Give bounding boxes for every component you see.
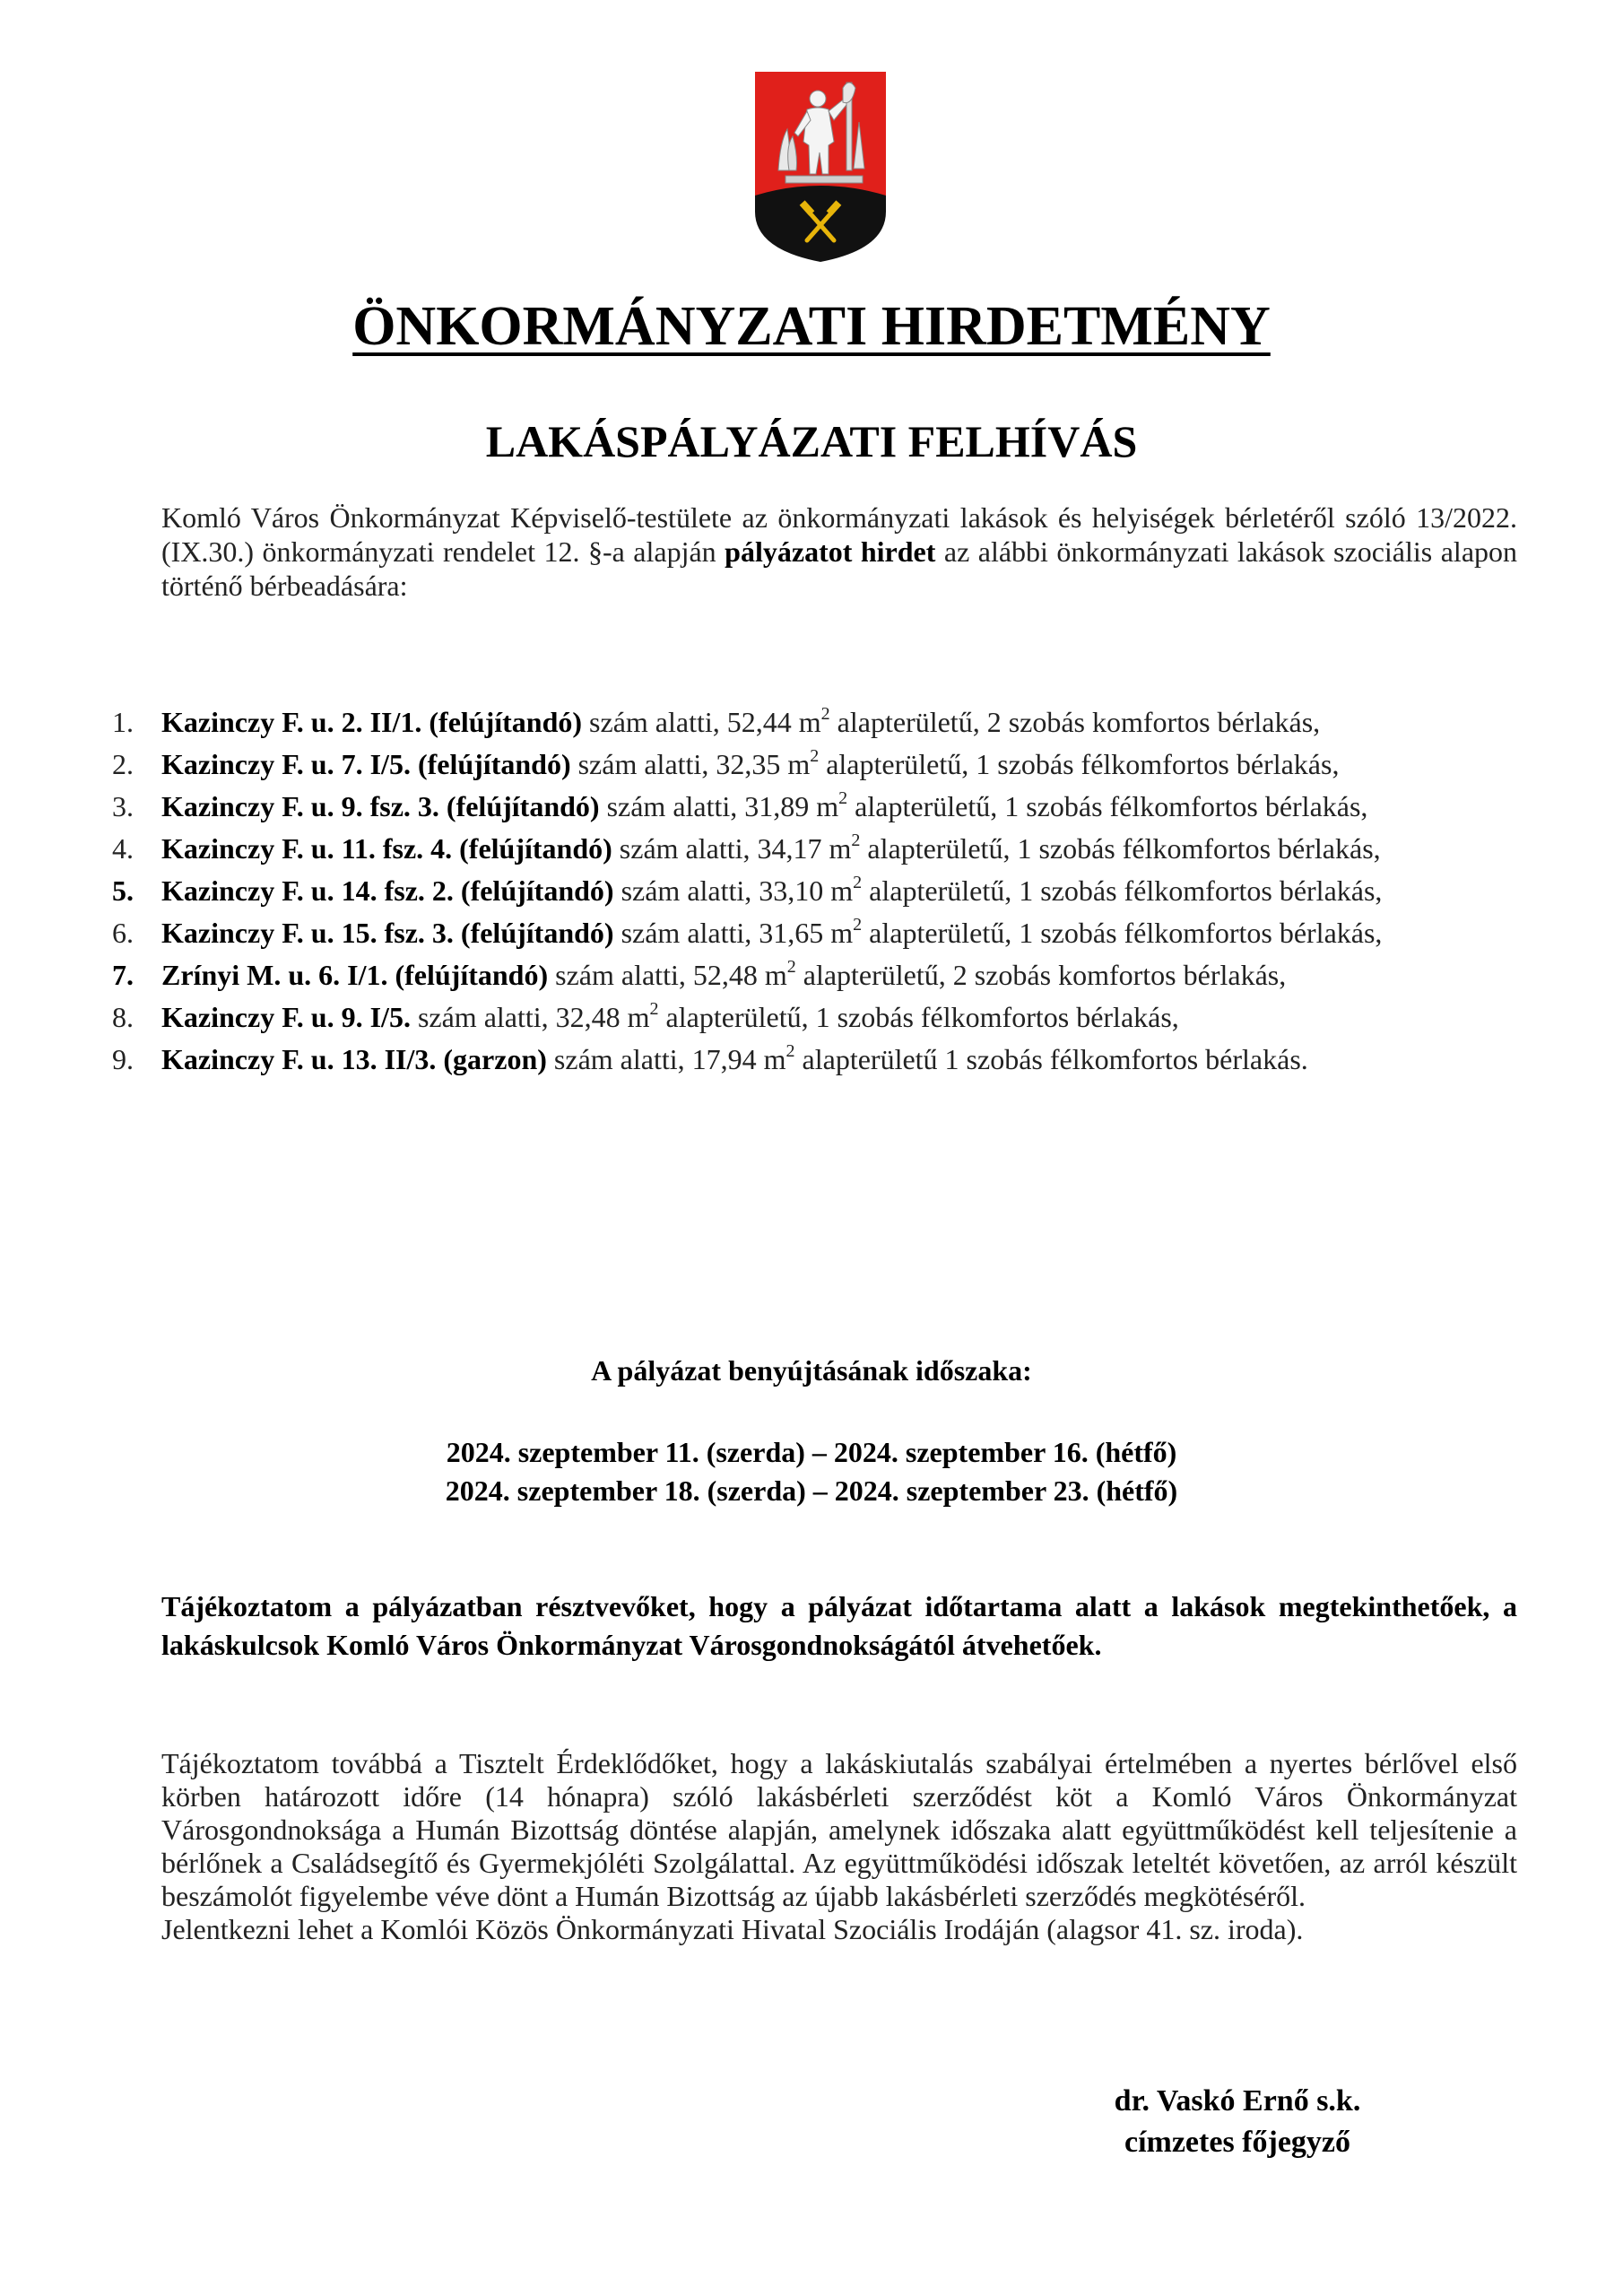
flat-details: szám alatti, 31,89 m <box>599 790 839 822</box>
flat-item <box>112 701 1517 743</box>
flat-address: Zrínyi M. u. 6. I/1. (felújítandó) <box>161 959 549 991</box>
flat-area-unit-exponent: 2 <box>851 831 861 851</box>
flat-details-end: alapterületű, 1 szobás félkomfortos bérlakás, <box>847 790 1368 822</box>
lease-info-paragraph <box>161 1747 1517 1946</box>
flat-area-unit-exponent: 2 <box>785 1041 795 1062</box>
intro-bold-phrase: pályázatot hirdet <box>725 535 936 568</box>
application-period-2: 2024. szeptember 18. (szerda) – 2024. szeptember 23. (hétfő) <box>445 1474 1178 1507</box>
application-period-label: A pályázat benyújtásának időszaka: <box>591 1354 1032 1387</box>
flat-details: szám alatti, 32,48 m <box>410 1001 650 1033</box>
crest-black-base <box>755 196 886 262</box>
flat-address: Kazinczy F. u. 13. II/3. (garzon) <box>161 1043 547 1075</box>
flat-item <box>112 744 1517 785</box>
komlo-coat-of-arms-icon <box>753 70 888 264</box>
flat-number: 3. <box>112 790 134 822</box>
flat-list <box>112 701 1517 1081</box>
flat-number: 4. <box>112 832 134 865</box>
flat-number: 5. <box>112 874 134 907</box>
flat-details-end: alapterületű, 2 szobás komfortos bérlakás, <box>829 706 1321 738</box>
flat-details-end: alapterületű, 1 szobás félkomfortos bérlakás, <box>860 832 1381 865</box>
flat-number: 8. <box>112 1001 134 1033</box>
flat-area-unit-exponent: 2 <box>838 788 848 809</box>
intro-text-before: Komló Város Önkormányzat Képviselő-testülete az önkormányzati lakások és helyiségek bérletéről szóló 13/2022. (IX.30.) önkormányzati rendelet 12. §-a alapján <box>161 501 1517 568</box>
flat-address: Kazinczy F. u. 14. fsz. 2. (felújítandó) <box>161 874 614 907</box>
intro-paragraph <box>161 500 1517 603</box>
viewing-notice: Tájékoztatom a pályázatban résztvevőket, hogy a pályázat időtartama alatt a lakások megtekinthetőek, a lakáskulcsok Komló Város Önkormányzat Városgondnokságától átvehetőek. <box>161 1590 1517 1661</box>
flat-details: szám alatti, 52,48 m <box>548 959 787 991</box>
flat-item <box>112 870 1517 911</box>
intro-text-after: az alábbi önkormányzati lakások szociális alapon történő bérbeadására: <box>161 535 1518 602</box>
flat-details-end: alapterületű 1 szobás félkomfortos bérlakás. <box>794 1043 1308 1075</box>
flat-area-unit-exponent: 2 <box>820 704 830 725</box>
flat-details-end: alapterületű, 1 szobás félkomfortos bérlakás, <box>862 917 1383 949</box>
flat-details-end: alapterületű, 1 szobás félkomfortos bérlakás, <box>658 1001 1179 1033</box>
flat-area-unit-exponent: 2 <box>786 957 796 978</box>
page-title: ÖNKORMÁNYZATI HIRDETMÉNY <box>352 296 1271 357</box>
flat-number: 1. <box>112 706 134 738</box>
lease-info-text: Tájékoztatom továbbá a Tisztelt Érdeklődőket, hogy a lakáskiutalás szabályai értelmében a nyertes bérlővel első körben határozott időre (14 hónapra) szóló lakásbérleti szerződést köt a Komló Város Önkormányzat Városgondnoksága a Humán Bizottság döntése alapján, amelynek időszaka alatt együttműködést kell teljesítenie a bérlőnek a Családsegítő és Gyermekjóléti Szolgálattal. Az együttműködési időszak leteltét követően, az arról készült beszámolót figyelembe véve dönt a Humán Bizottság az újabb lakásbérleti szerződés megkötéséről. <box>161 1747 1517 1912</box>
flat-address: Kazinczy F. u. 9. fsz. 3. (felújítandó) <box>161 790 600 822</box>
flat-details: szám alatti, 32,35 m <box>570 748 811 780</box>
flat-area-unit-exponent: 2 <box>649 999 659 1020</box>
flat-address: Kazinczy F. u. 2. II/1. (felújítandó) <box>161 706 583 738</box>
signatory-role: címzetes főjegyző <box>1124 2126 1350 2159</box>
flat-details-end: alapterületű, 1 szobás félkomfortos bérlakás, <box>862 874 1383 907</box>
flat-number: 7. <box>112 959 134 991</box>
flat-number: 6. <box>112 917 134 949</box>
flat-address: Kazinczy F. u. 11. fsz. 4. (felújítandó) <box>161 832 612 865</box>
flat-number: 9. <box>112 1043 134 1075</box>
flat-area-unit-exponent: 2 <box>853 873 863 893</box>
signatory-name: dr. Vaskó Ernő s.k. <box>1114 2084 1361 2118</box>
flat-details: szám alatti, 34,17 m <box>612 832 852 865</box>
flat-item <box>112 828 1517 869</box>
flat-item <box>112 912 1517 953</box>
flat-details: szám alatti, 33,10 m <box>613 874 854 907</box>
flat-details-end: alapterületű, 1 szobás félkomfortos bérlakás, <box>819 748 1340 780</box>
flat-item <box>112 786 1517 827</box>
application-period-1: 2024. szeptember 11. (szerda) – 2024. szeptember 16. (hétfő) <box>446 1436 1177 1468</box>
flat-address: Kazinczy F. u. 7. I/5. (felújítandó) <box>161 748 571 780</box>
application-periods <box>0 1433 1623 1510</box>
flat-number: 2. <box>112 748 134 780</box>
flat-item <box>112 996 1517 1038</box>
flat-area-unit-exponent: 2 <box>853 915 863 935</box>
flat-item <box>112 1039 1517 1080</box>
flat-details: szám alatti, 17,94 m <box>546 1043 786 1075</box>
contact-line: Jelentkezni lehet a Komlói Közös Önkormányzati Hivatal Szociális Irodáján (alagsor 41. sz. iroda). <box>161 1913 1304 1945</box>
flat-area-unit-exponent: 2 <box>810 746 820 767</box>
page-subtitle: LAKÁSPÁLYÁZATI FELHÍVÁS <box>485 416 1138 466</box>
flat-details: szám alatti, 31,65 m <box>613 917 854 949</box>
flat-address: Kazinczy F. u. 15. fsz. 3. (felújítandó) <box>161 917 614 949</box>
flat-details-end: alapterületű, 2 szobás komfortos bérlakás, <box>795 959 1287 991</box>
signature-block <box>1058 2081 1417 2163</box>
flat-details: szám alatti, 52,44 m <box>582 706 821 738</box>
flat-item <box>112 954 1517 996</box>
flat-address: Kazinczy F. u. 9. I/5. <box>161 1001 411 1033</box>
